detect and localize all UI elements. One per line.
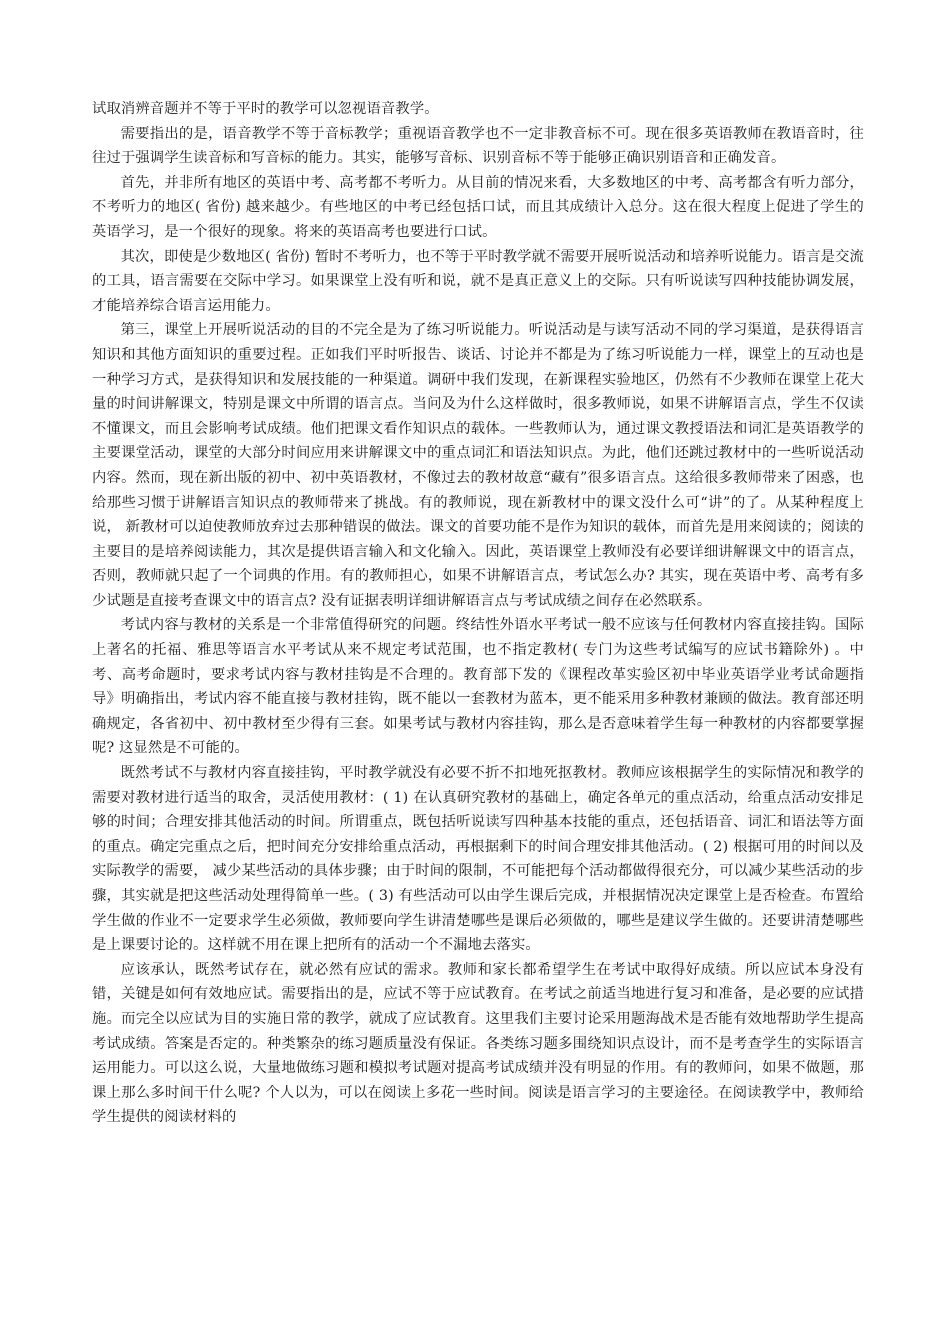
paragraph-second-listening-speaking: 其次，即使是少数地区( 省份) 暂时不考听力，也不等于平时教学就不需要开展听说活动和培养听说能力。语言是交流的工具，语言需要在交际中学习。如果课堂上没有听和说，就不是真正意义上的交际。只有听说读写四种技能协调发展， 才能培养综合语言运用能力。 <box>92 248 864 314</box>
paragraph-phonetics-teaching: 需要指出的是，语音教学不等于音标教学；重视语音教学也不一定非教音标不可。现在很多英语教师在教语音时，往往过于强调学生读音标和写音标的能力。其实，能够写音标、识别音标不等于能够正确识别语音和正确发音。 <box>92 125 864 167</box>
paragraph-third-classroom-activities: 第三，课堂上开展听说活动的目的不完全是为了练习听说能力。听说活动是与读写活动不同的学习渠道，是获得语言知识和其他方面知识的重要过程。正如我们平时听报告、谈话、讨论并不都是为了练习听说能力一样，课堂上的互动也是一种学习方式，是获得知识和发展技能的一种渠道。调研中我们发现，在新课程实验地区，仍然有不少教师在课堂上花大量的时间讲解课文，特别是课文中所谓的语言点。当问及为什么这样做时，很多教师说，如果不讲解语言点，学生不仅读不懂课文，而且会影响考试成绩。他们把课文看作知识点的载体。一些教师认为，通过课文教授语法和词汇是英语教学的主要课堂活动，课堂的大部分时间应用来讲解课文中的重点词汇和语法知识点。为此，他们还跳过教材中的一些听说活动内容。然而，现在新出版的初中、初中英语教材，不像过去的教材故意“藏有”很多语言点。这给很多教师带来了困惑，也给那些习惯于讲解语言知识点的教师带来了挑战。有的教师说，现在新教材中的课文没什么可“讲”的了。从某种程度上说， 新教材可以迫使教师放弃过去那种错误的做法。课文的首要功能不是作为知识的载体，而首先是用来阅读的；阅读的主要目的是培养阅读能力，其次是提供语言输入和文化输入。因此，英语课堂上教师没有必要详细讲解课文中的语言点，否则，教师就只起了一个词典的作用。有的教师担心，如果不讲解语言点，考试怎么办? 其实，现在英语中考、高考有多少试题是直接考查课文中的语言点? 没有证据表明详细讲解语言点与考试成绩之间存在必然联系。 <box>92 322 864 609</box>
paragraph-flexible-textbook-use: 既然考试不与教材内容直接挂钩，平时教学就没有必要不折不扣地死抠教材。教师应该根据学生的实际情况和教学的需要对教材进行适当的取舍，灵活使用教材：( 1) 在认真研究教材的基础上，确定各单元的重点活动，给重点活动安排足够的时间；合理安排其他活动的时间。所谓重点，既包括听说读写四种基本技能的重点，还包括语音、词汇和语法等方面的重点。确定完重点之后，把时间充分安排给重点活动，再根据剩下的时间合理安排其他活动。( 2) 根据可用的时间以及实际教学的需要， 减少某些活动的具体步骤；由于时间的限制，不可能把每个活动都做得很充分，可以减少某些活动的步骤，其实就是把这些活动处理得简单一些。( 3) 有些活动可以由学生课后完成，并根据情况决定课堂上是否检查。布置给学生做的作业不一定要求学生必须做，教师要向学生讲清楚哪些是课后必须做的，哪些是建议学生做的。还要讲清楚哪些是上课要讨论的。这样就不用在课上把所有的活动一个不漏地去落实。 <box>92 765 864 954</box>
paragraph-exam-and-textbook: 考试内容与教材的关系是一个非常值得研究的问题。终结性外语水平考试一般不应该与任何教材内容直接挂钩。国际上著名的托福、雅思等语言水平考试从来不规定考试范围，也不指定教材( 专门为这些考试编写的应试书籍除外) 。中考、高考命题时，要求考试内容与教材挂钩是不合理的。教育部下发的《课程改革实验区初中毕业英语学业考试命题指导》明确指出，考试内容不能直接与教材挂钩，既不能以一套教材为蓝本，更不能采用多种教材兼顾的做法。教育部还明确规定，各省初中、初中教材至少得有三套。如果考试与教材内容挂钩，那么是否意味着学生每一种教材的内容都要掌握呢? 这显然是不可能的。 <box>92 617 864 757</box>
paragraph-exam-preparation: 应该承认，既然考试存在，就必然有应试的需求。教师和家长都希望学生在考试中取得好成绩。所以应试本身没有错，关键是如何有效地应试。需要指出的是，应试不等于应试教育。在考试之前适当地进行复习和准备，是必要的应试措施。而完全以应试为目的实施日常的教学，就成了应试教育。这里我们主要讨论采用题海战术是否能有效地帮助学生提高考试成绩。答案是否定的。种类繁杂的练习题质量没有保证。各类练习题多围绕知识点设计，而不是考查学生的实际语言运用能力。可以这么说，大量地做练习题和模拟考试题对提高考试成绩并没有明显的作用。有的教师问，如果不做题，那课上那么多时间干什么呢? 个人以为，可以在阅读上多花一些时间。阅读是语言学习的主要途径。在阅读教学中，教师给学生提供的阅读材料的 <box>92 961 864 1126</box>
paragraph-first-listening-exams: 首先，并非所有地区的英语中考、高考都不考听力。从目前的情况来看，大多数地区的中考、高考都含有听力部分，不考听力的地区( 省份) 越来越少。有些地区的中考已经包括口试，而且其成绩计入总分。这在很大程度上促进了学生的英语学习，是一个很好的现象。将来的英语高考也要进行口试。 <box>92 174 864 240</box>
document-body <box>92 97 864 1130</box>
paragraph-continued: 试取消辨音题并不等于平时的教学可以忽视语音教学。 <box>92 101 439 117</box>
